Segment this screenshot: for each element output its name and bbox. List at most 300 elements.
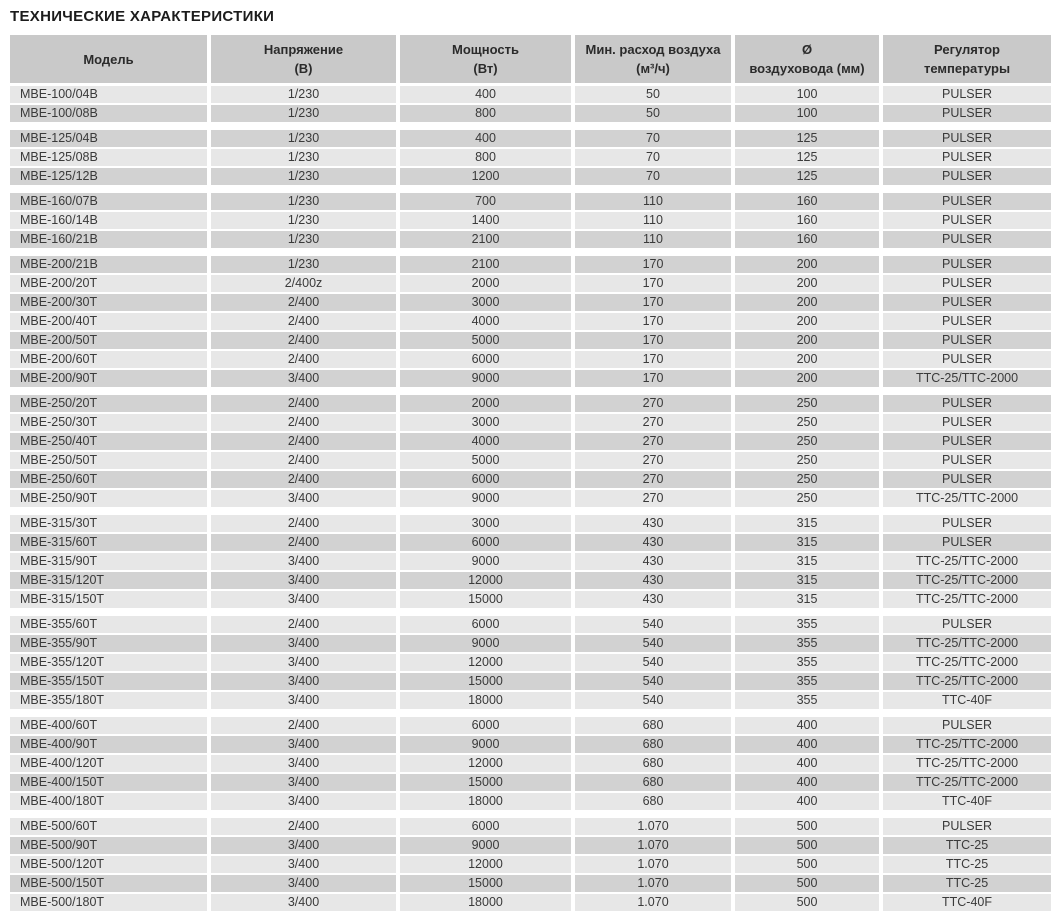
regulator-cell: TTC-25/TTC-2000: [883, 654, 1051, 673]
voltage-cell: 3/400: [211, 673, 396, 692]
regulator-cell: PULSER: [883, 193, 1051, 212]
regulator-cell: TTC-40F: [883, 793, 1051, 812]
voltage-cell: 2/400: [211, 717, 396, 736]
column-header-voltage: [211, 35, 396, 86]
model-cell: MBE-200/30T: [10, 294, 207, 313]
airflow-cell: 170: [575, 332, 731, 351]
regulator-cell: TTC-25/TTC-2000: [883, 736, 1051, 755]
voltage-cell: 3/400: [211, 755, 396, 774]
diameter-cell: 400: [735, 717, 879, 736]
voltage-cell: 3/400: [211, 774, 396, 793]
regulator-cell: PULSER: [883, 452, 1051, 471]
model-cell: MBE-125/08B: [10, 149, 207, 168]
diameter-cell: 200: [735, 294, 879, 313]
diameter-cell: 160: [735, 212, 879, 231]
airflow-cell: 170: [575, 313, 731, 332]
regulator-cell: TTC-25/TTC-2000: [883, 635, 1051, 654]
power-cell: 9000: [400, 490, 571, 509]
power-cell: 2100: [400, 256, 571, 275]
diameter-cell: 315: [735, 553, 879, 572]
diameter-cell: 200: [735, 351, 879, 370]
diameter-cell: 250: [735, 490, 879, 509]
model-cell: MBE-250/30T: [10, 414, 207, 433]
regulator-cell: PULSER: [883, 717, 1051, 736]
table-row: [10, 856, 1051, 875]
power-cell: 1400: [400, 212, 571, 231]
regulator-cell: PULSER: [883, 395, 1051, 414]
airflow-cell: 540: [575, 654, 731, 673]
diameter-cell: 315: [735, 572, 879, 591]
airflow-cell: 430: [575, 591, 731, 610]
airflow-cell: 680: [575, 736, 731, 755]
power-cell: 700: [400, 193, 571, 212]
airflow-cell: 680: [575, 793, 731, 812]
regulator-cell: PULSER: [883, 130, 1051, 149]
power-cell: 800: [400, 105, 571, 124]
column-header-power: [400, 35, 571, 86]
power-cell: 6000: [400, 717, 571, 736]
column-header-diameter: [735, 35, 879, 86]
header-line: Мин. расход воздуха: [585, 42, 721, 57]
diameter-cell: 100: [735, 86, 879, 105]
table-row: [10, 692, 1051, 711]
regulator-cell: TTC-25: [883, 837, 1051, 856]
power-cell: 12000: [400, 572, 571, 591]
voltage-cell: 2/400: [211, 818, 396, 837]
airflow-cell: 1.070: [575, 894, 731, 913]
regulator-cell: PULSER: [883, 275, 1051, 294]
model-cell: MBE-400/60T: [10, 717, 207, 736]
table-row: [10, 818, 1051, 837]
voltage-cell: 3/400: [211, 875, 396, 894]
power-cell: 400: [400, 130, 571, 149]
regulator-cell: TTC-25: [883, 856, 1051, 875]
model-cell: MBE-160/14B: [10, 212, 207, 231]
voltage-cell: 3/400: [211, 736, 396, 755]
airflow-cell: 50: [575, 86, 731, 105]
power-cell: 9000: [400, 553, 571, 572]
airflow-cell: 270: [575, 395, 731, 414]
diameter-cell: 200: [735, 256, 879, 275]
regulator-cell: PULSER: [883, 105, 1051, 124]
regulator-cell: PULSER: [883, 212, 1051, 231]
model-cell: MBE-500/90T: [10, 837, 207, 856]
power-cell: 3000: [400, 414, 571, 433]
voltage-cell: 2/400: [211, 515, 396, 534]
power-cell: 2000: [400, 275, 571, 294]
header-line: воздуховода (мм): [749, 61, 865, 76]
airflow-cell: 680: [575, 755, 731, 774]
diameter-cell: 500: [735, 856, 879, 875]
power-cell: 6000: [400, 471, 571, 490]
power-cell: 12000: [400, 755, 571, 774]
airflow-cell: 1.070: [575, 875, 731, 894]
diameter-cell: 100: [735, 105, 879, 124]
voltage-cell: 1/230: [211, 168, 396, 187]
voltage-cell: 2/400: [211, 313, 396, 332]
diameter-cell: 160: [735, 231, 879, 250]
diameter-cell: 315: [735, 591, 879, 610]
table-row: [10, 351, 1051, 370]
diameter-cell: 200: [735, 313, 879, 332]
airflow-cell: 270: [575, 433, 731, 452]
airflow-cell: 430: [575, 515, 731, 534]
spec-table: [6, 35, 1055, 913]
model-cell: MBE-400/150T: [10, 774, 207, 793]
voltage-cell: 3/400: [211, 591, 396, 610]
diameter-cell: 250: [735, 471, 879, 490]
voltage-cell: 3/400: [211, 635, 396, 654]
power-cell: 3000: [400, 294, 571, 313]
power-cell: 9000: [400, 736, 571, 755]
table-row: [10, 736, 1051, 755]
table-row: [10, 212, 1051, 231]
airflow-cell: 1.070: [575, 856, 731, 875]
header-line: Мощность: [452, 42, 519, 57]
power-cell: 18000: [400, 793, 571, 812]
table-row: [10, 894, 1051, 913]
model-cell: MBE-500/150T: [10, 875, 207, 894]
airflow-cell: 110: [575, 212, 731, 231]
airflow-cell: 270: [575, 452, 731, 471]
model-cell: MBE-400/120T: [10, 755, 207, 774]
airflow-cell: 430: [575, 534, 731, 553]
model-cell: MBE-100/08B: [10, 105, 207, 124]
airflow-cell: 540: [575, 692, 731, 711]
regulator-cell: PULSER: [883, 149, 1051, 168]
model-cell: MBE-250/20T: [10, 395, 207, 414]
voltage-cell: 3/400: [211, 856, 396, 875]
regulator-cell: PULSER: [883, 818, 1051, 837]
model-cell: MBE-500/60T: [10, 818, 207, 837]
voltage-cell: 1/230: [211, 86, 396, 105]
model-cell: MBE-125/12B: [10, 168, 207, 187]
power-cell: 9000: [400, 635, 571, 654]
power-cell: 5000: [400, 452, 571, 471]
diameter-cell: 315: [735, 515, 879, 534]
model-cell: MBE-100/04B: [10, 86, 207, 105]
header-line: (м³/ч): [636, 61, 670, 76]
airflow-cell: 680: [575, 774, 731, 793]
model-cell: MBE-125/04B: [10, 130, 207, 149]
regulator-cell: PULSER: [883, 86, 1051, 105]
voltage-cell: 1/230: [211, 231, 396, 250]
table-row: [10, 275, 1051, 294]
diameter-cell: 250: [735, 395, 879, 414]
regulator-cell: PULSER: [883, 616, 1051, 635]
voltage-cell: 2/400z: [211, 275, 396, 294]
table-row: [10, 452, 1051, 471]
power-cell: 15000: [400, 591, 571, 610]
table-row: [10, 717, 1051, 736]
voltage-cell: 3/400: [211, 370, 396, 389]
diameter-cell: 250: [735, 414, 879, 433]
voltage-cell: 1/230: [211, 193, 396, 212]
airflow-cell: 50: [575, 105, 731, 124]
airflow-cell: 430: [575, 572, 731, 591]
voltage-cell: 1/230: [211, 212, 396, 231]
column-header-regulator: [883, 35, 1051, 86]
voltage-cell: 2/400: [211, 294, 396, 313]
power-cell: 18000: [400, 692, 571, 711]
airflow-cell: 270: [575, 414, 731, 433]
diameter-cell: 355: [735, 635, 879, 654]
voltage-cell: 3/400: [211, 490, 396, 509]
diameter-cell: 125: [735, 168, 879, 187]
regulator-cell: TTC-40F: [883, 894, 1051, 913]
power-cell: 6000: [400, 534, 571, 553]
model-cell: MBE-200/40T: [10, 313, 207, 332]
model-cell: MBE-355/90T: [10, 635, 207, 654]
diameter-cell: 125: [735, 130, 879, 149]
voltage-cell: 1/230: [211, 130, 396, 149]
header-row: [10, 35, 1051, 86]
power-cell: 15000: [400, 774, 571, 793]
diameter-cell: 400: [735, 755, 879, 774]
diameter-cell: 200: [735, 370, 879, 389]
voltage-cell: 3/400: [211, 692, 396, 711]
table-row: [10, 193, 1051, 212]
power-cell: 400: [400, 86, 571, 105]
table-row: [10, 130, 1051, 149]
diameter-cell: 250: [735, 452, 879, 471]
diameter-cell: 250: [735, 433, 879, 452]
diameter-cell: 500: [735, 818, 879, 837]
diameter-cell: 355: [735, 692, 879, 711]
regulator-cell: PULSER: [883, 351, 1051, 370]
model-cell: MBE-250/60T: [10, 471, 207, 490]
airflow-cell: 540: [575, 673, 731, 692]
power-cell: 3000: [400, 515, 571, 534]
table-row: [10, 572, 1051, 591]
airflow-cell: 170: [575, 275, 731, 294]
voltage-cell: 2/400: [211, 452, 396, 471]
voltage-cell: 3/400: [211, 572, 396, 591]
power-cell: 15000: [400, 875, 571, 894]
model-cell: MBE-315/150T: [10, 591, 207, 610]
airflow-cell: 540: [575, 635, 731, 654]
diameter-cell: 400: [735, 793, 879, 812]
diameter-cell: 355: [735, 654, 879, 673]
table-row: [10, 635, 1051, 654]
model-cell: MBE-200/90T: [10, 370, 207, 389]
regulator-cell: TTC-25/TTC-2000: [883, 774, 1051, 793]
regulator-cell: PULSER: [883, 313, 1051, 332]
model-cell: MBE-315/60T: [10, 534, 207, 553]
diameter-cell: 125: [735, 149, 879, 168]
voltage-cell: 2/400: [211, 471, 396, 490]
model-cell: MBE-250/90T: [10, 490, 207, 509]
header-line: Ø: [801, 42, 813, 57]
model-cell: MBE-250/40T: [10, 433, 207, 452]
table-row: [10, 471, 1051, 490]
voltage-cell: 3/400: [211, 894, 396, 913]
regulator-cell: TTC-25/TTC-2000: [883, 755, 1051, 774]
regulator-cell: PULSER: [883, 256, 1051, 275]
power-cell: 6000: [400, 616, 571, 635]
header-line: (Вт): [473, 61, 498, 76]
regulator-cell: PULSER: [883, 433, 1051, 452]
regulator-cell: TTC-40F: [883, 692, 1051, 711]
model-cell: MBE-200/21B: [10, 256, 207, 275]
airflow-cell: 170: [575, 351, 731, 370]
airflow-cell: 430: [575, 553, 731, 572]
header-line: Модель: [83, 51, 134, 67]
voltage-cell: 2/400: [211, 351, 396, 370]
table-row: [10, 433, 1051, 452]
table-row: [10, 395, 1051, 414]
regulator-cell: PULSER: [883, 515, 1051, 534]
table-row: [10, 168, 1051, 187]
voltage-cell: 3/400: [211, 793, 396, 812]
voltage-cell: 2/400: [211, 332, 396, 351]
regulator-cell: PULSER: [883, 231, 1051, 250]
diameter-cell: 200: [735, 332, 879, 351]
model-cell: MBE-200/50T: [10, 332, 207, 351]
model-cell: MBE-400/90T: [10, 736, 207, 755]
regulator-cell: PULSER: [883, 332, 1051, 351]
table-row: [10, 105, 1051, 124]
airflow-cell: 1.070: [575, 818, 731, 837]
power-cell: 18000: [400, 894, 571, 913]
regulator-cell: PULSER: [883, 168, 1051, 187]
diameter-cell: 315: [735, 534, 879, 553]
power-cell: 15000: [400, 673, 571, 692]
airflow-cell: 70: [575, 130, 731, 149]
power-cell: 2100: [400, 231, 571, 250]
diameter-cell: 160: [735, 193, 879, 212]
table-row: [10, 294, 1051, 313]
column-header-airflow: [575, 35, 731, 86]
model-cell: MBE-315/30T: [10, 515, 207, 534]
power-cell: 5000: [400, 332, 571, 351]
regulator-cell: TTC-25/TTC-2000: [883, 591, 1051, 610]
power-cell: 6000: [400, 818, 571, 837]
diameter-cell: 500: [735, 837, 879, 856]
model-cell: MBE-315/120T: [10, 572, 207, 591]
table-row: [10, 86, 1051, 105]
power-cell: 1200: [400, 168, 571, 187]
regulator-cell: PULSER: [883, 534, 1051, 553]
airflow-cell: 170: [575, 370, 731, 389]
model-cell: MBE-355/60T: [10, 616, 207, 635]
diameter-cell: 200: [735, 275, 879, 294]
regulator-cell: TTC-25: [883, 875, 1051, 894]
table-row: [10, 673, 1051, 692]
airflow-cell: 1.070: [575, 837, 731, 856]
power-cell: 12000: [400, 856, 571, 875]
header-line: Регулятор: [934, 42, 1000, 57]
regulator-cell: PULSER: [883, 471, 1051, 490]
power-cell: 9000: [400, 370, 571, 389]
voltage-cell: 1/230: [211, 256, 396, 275]
header-line: температуры: [923, 61, 1011, 76]
diameter-cell: 400: [735, 774, 879, 793]
model-cell: MBE-160/21B: [10, 231, 207, 250]
power-cell: 2000: [400, 395, 571, 414]
model-cell: MBE-355/120T: [10, 654, 207, 673]
table-row: [10, 553, 1051, 572]
model-cell: MBE-500/180T: [10, 894, 207, 913]
column-header-model: [10, 35, 207, 86]
table-row: [10, 231, 1051, 250]
table-row: [10, 793, 1051, 812]
diameter-cell: 355: [735, 616, 879, 635]
airflow-cell: 270: [575, 490, 731, 509]
power-cell: 12000: [400, 654, 571, 673]
voltage-cell: 2/400: [211, 616, 396, 635]
table-row: [10, 755, 1051, 774]
model-cell: MBE-315/90T: [10, 553, 207, 572]
table-row: [10, 774, 1051, 793]
table-row: [10, 591, 1051, 610]
regulator-cell: PULSER: [883, 414, 1051, 433]
voltage-cell: 3/400: [211, 837, 396, 856]
table-row: [10, 515, 1051, 534]
power-cell: 800: [400, 149, 571, 168]
power-cell: 9000: [400, 837, 571, 856]
voltage-cell: 1/230: [211, 105, 396, 124]
model-cell: MBE-200/60T: [10, 351, 207, 370]
airflow-cell: 680: [575, 717, 731, 736]
header-line: (В): [294, 61, 313, 76]
model-cell: MBE-355/180T: [10, 692, 207, 711]
table-row: [10, 313, 1051, 332]
airflow-cell: 170: [575, 294, 731, 313]
voltage-cell: 3/400: [211, 654, 396, 673]
table-row: [10, 616, 1051, 635]
voltage-cell: 1/230: [211, 149, 396, 168]
table-row: [10, 875, 1051, 894]
voltage-cell: 2/400: [211, 534, 396, 553]
table-row: [10, 654, 1051, 673]
table-row: [10, 149, 1051, 168]
airflow-cell: 170: [575, 256, 731, 275]
power-cell: 4000: [400, 313, 571, 332]
model-cell: MBE-160/07B: [10, 193, 207, 212]
page-title: ТЕХНИЧЕСКИЕ ХАРАКТЕРИСТИКИ: [10, 8, 275, 25]
regulator-cell: TTC-25/TTC-2000: [883, 490, 1051, 509]
regulator-cell: TTC-25/TTC-2000: [883, 673, 1051, 692]
voltage-cell: 2/400: [211, 414, 396, 433]
model-cell: MBE-250/50T: [10, 452, 207, 471]
model-cell: MBE-200/20T: [10, 275, 207, 294]
table-row: [10, 370, 1051, 389]
voltage-cell: 2/400: [211, 395, 396, 414]
voltage-cell: 3/400: [211, 553, 396, 572]
airflow-cell: 110: [575, 231, 731, 250]
airflow-cell: 70: [575, 149, 731, 168]
diameter-cell: 355: [735, 673, 879, 692]
airflow-cell: 540: [575, 616, 731, 635]
table-row: [10, 256, 1051, 275]
regulator-cell: PULSER: [883, 294, 1051, 313]
voltage-cell: 2/400: [211, 433, 396, 452]
model-cell: MBE-500/120T: [10, 856, 207, 875]
table-row: [10, 332, 1051, 351]
table-row: [10, 534, 1051, 553]
table-row: [10, 490, 1051, 509]
power-cell: 6000: [400, 351, 571, 370]
table-row: [10, 414, 1051, 433]
diameter-cell: 500: [735, 894, 879, 913]
airflow-cell: 270: [575, 471, 731, 490]
diameter-cell: 500: [735, 875, 879, 894]
table-row: [10, 837, 1051, 856]
header-line: Напряжение: [263, 42, 344, 57]
airflow-cell: 110: [575, 193, 731, 212]
regulator-cell: TTC-25/TTC-2000: [883, 370, 1051, 389]
